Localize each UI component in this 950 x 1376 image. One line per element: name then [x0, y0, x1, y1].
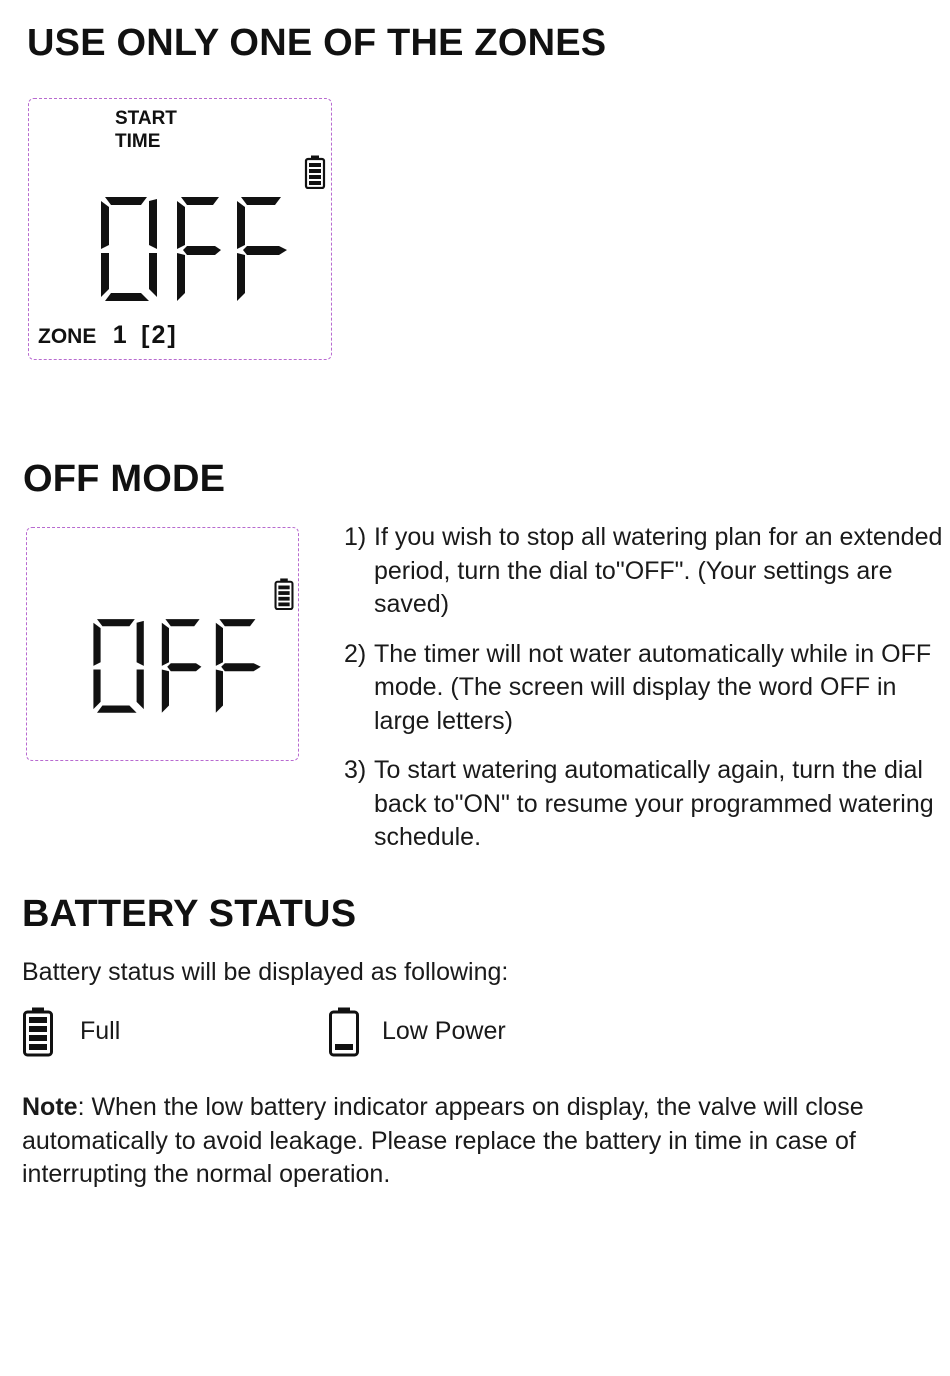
zone-2: [2]	[141, 321, 178, 349]
start-time-label	[115, 107, 177, 153]
item-text: To start watering automatically again, turn the dial back to"ON" to resume your programmed watering schedule.	[374, 756, 934, 851]
digit-o	[101, 197, 157, 301]
digit-o	[93, 619, 143, 713]
off-mode-instructions	[344, 521, 944, 871]
battery-low-label: Low Power	[382, 1017, 506, 1045]
battery-low-icon	[328, 1007, 360, 1057]
item-number: 1)	[344, 523, 367, 551]
note-text: : When the low battery indicator appears on display, the valve will close automatically to avoid leakage. Please replace the battery in time in case of interrupting the normal operation.	[22, 1093, 864, 1188]
battery-status-intro: Battery status will be displayed as following:	[22, 958, 509, 986]
lcd-off-digits	[88, 613, 268, 717]
zone-1: 1	[112, 321, 127, 349]
item-number: 3)	[344, 756, 367, 784]
digit-f-1	[177, 197, 221, 301]
zones-lcd-display	[28, 98, 332, 360]
start-label: START	[115, 108, 177, 129]
lcd-off-digits	[95, 193, 295, 303]
battery-status-heading: BATTERY STATUS	[22, 893, 357, 935]
item-number: 2)	[344, 639, 367, 668]
zones-heading: USE ONLY ONE OF THE ZONES	[27, 22, 607, 64]
digit-f-1	[162, 619, 202, 713]
zone-indicator	[38, 321, 178, 350]
instruction-item-2	[344, 638, 944, 739]
zone-label: ZONE	[38, 325, 97, 348]
note-paragraph	[22, 1091, 937, 1192]
battery-full-icon	[22, 1007, 54, 1057]
battery-full-icon	[304, 155, 326, 189]
note-label: Note	[22, 1093, 78, 1121]
digit-f-2	[237, 197, 287, 301]
instruction-item-1	[344, 521, 944, 622]
item-text: If you wish to stop all watering plan for an extended period, turn the dial to"OFF". (Your settings are saved)	[374, 523, 943, 618]
time-label: TIME	[115, 131, 161, 152]
instruction-item-3	[344, 754, 944, 855]
off-mode-lcd-display	[26, 527, 299, 761]
item-text: The timer will not water automatically while in OFF mode. (The screen will display the word OFF in large letters)	[374, 639, 932, 735]
off-mode-heading: OFF MODE	[23, 458, 226, 500]
digit-f-2	[216, 619, 261, 713]
battery-full-icon	[273, 578, 295, 610]
battery-full-label: Full	[80, 1017, 121, 1045]
